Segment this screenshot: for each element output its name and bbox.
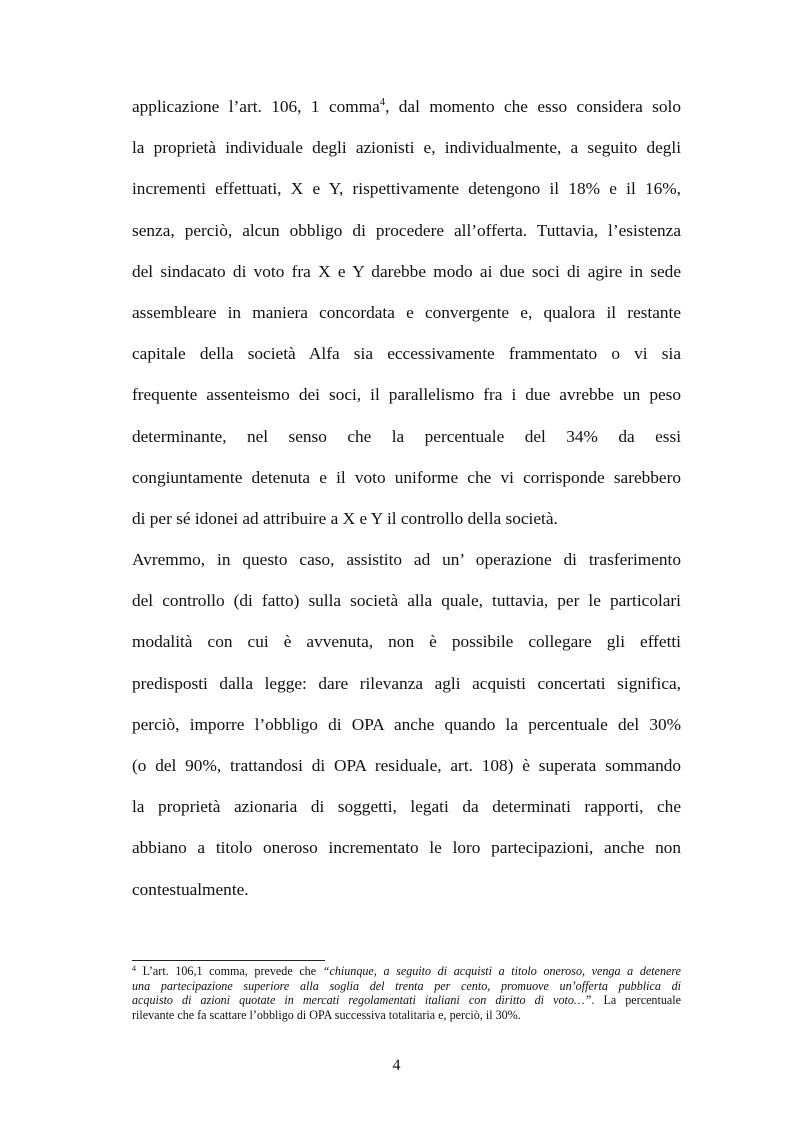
text-line: del controllo (di fatto) sulla società alla quale, tuttavia, per le particolari xyxy=(132,591,681,611)
text-line: senza, perciò, alcun obbligo di procedere all’offerta. Tuttavia, l’esistenza xyxy=(132,220,681,240)
footnote-line xyxy=(132,964,681,979)
text-line: predisposti dalla legge: dare rilevanza agli acquisti concertati significa, xyxy=(132,673,681,693)
text-line: la proprietà azionaria di soggetti, legati da determinati rapporti, che xyxy=(132,797,681,817)
text-line: contestualmente. xyxy=(132,879,249,899)
text-line: di per sé idonei ad attribuire a X e Y il controllo della società. xyxy=(132,508,558,528)
footnote-reference: 4 xyxy=(379,97,386,108)
text-line xyxy=(132,86,681,127)
footnote xyxy=(132,964,681,1022)
text-line: frequente assenteismo dei soci, il parallelismo fra i due avrebbe un peso xyxy=(132,385,681,405)
text-run: L’art. 106,1 comma, prevede che xyxy=(136,964,323,978)
text-line: determinante, nel senso che la percentuale del 34% da essi xyxy=(132,426,681,446)
text-line: congiuntamente detenuta e il voto uniforme che vi corrisponde sarebbero xyxy=(132,467,681,487)
quoted-text: “chiunque, a seguito di acquisti a titolo oneroso, venga a detenere xyxy=(322,964,681,978)
text-line: (o del 90%, trattandosi di OPA residuale, art. 108) è superata sommando xyxy=(132,756,681,775)
text-line: abbiano a titolo oneroso incrementato le loro partecipazioni, anche non xyxy=(132,838,681,858)
text-line: assembleare in maniera concordata e convergente e, qualora il restante xyxy=(132,302,681,322)
footnote-number: 4 xyxy=(132,964,136,973)
text-run: applicazione l’art. 106, 1 comma xyxy=(132,97,380,116)
page-number: 4 xyxy=(392,1057,401,1074)
body-text xyxy=(132,86,681,910)
text-run: , dal momento che esso considera solo xyxy=(385,97,681,116)
quoted-text: acquisto di azioni quotate in mercati regolamentati italiani con diritto di voto…” xyxy=(132,993,592,1008)
footnote-separator xyxy=(132,960,325,961)
footnote-line: rilevante che fa scattare l’obbligo di OPA successiva totalitaria e, perciò, il 30%. xyxy=(132,1007,521,1022)
text-line: modalità con cui è avvenuta, non è possibile collegare gli effetti xyxy=(132,632,681,652)
footnote-line xyxy=(132,979,681,994)
text-line: Avremmo, in questo caso, assistito ad un’ operazione di trasferimento xyxy=(132,550,681,570)
quoted-text: una partecipazione superiore alla soglia del trenta per cento, promuove un’offerta pubblica di xyxy=(132,978,681,993)
text-line: perciò, imporre l’obbligo di OPA anche quando la percentuale del 30% xyxy=(132,714,681,734)
text-line: la proprietà individuale degli azionisti e, individualmente, a seguito degli xyxy=(132,138,681,158)
footnote-line xyxy=(132,993,681,1008)
text-run: . La percentuale xyxy=(591,993,681,1008)
text-line: incrementi effettuati, X e Y, rispettivamente detengono il 18% e il 16%, xyxy=(132,179,681,199)
text-line: del sindacato di voto fra X e Y darebbe modo ai due soci di agire in sede xyxy=(132,261,681,281)
text-line: capitale della società Alfa sia eccessivamente frammentato o vi sia xyxy=(132,344,681,364)
